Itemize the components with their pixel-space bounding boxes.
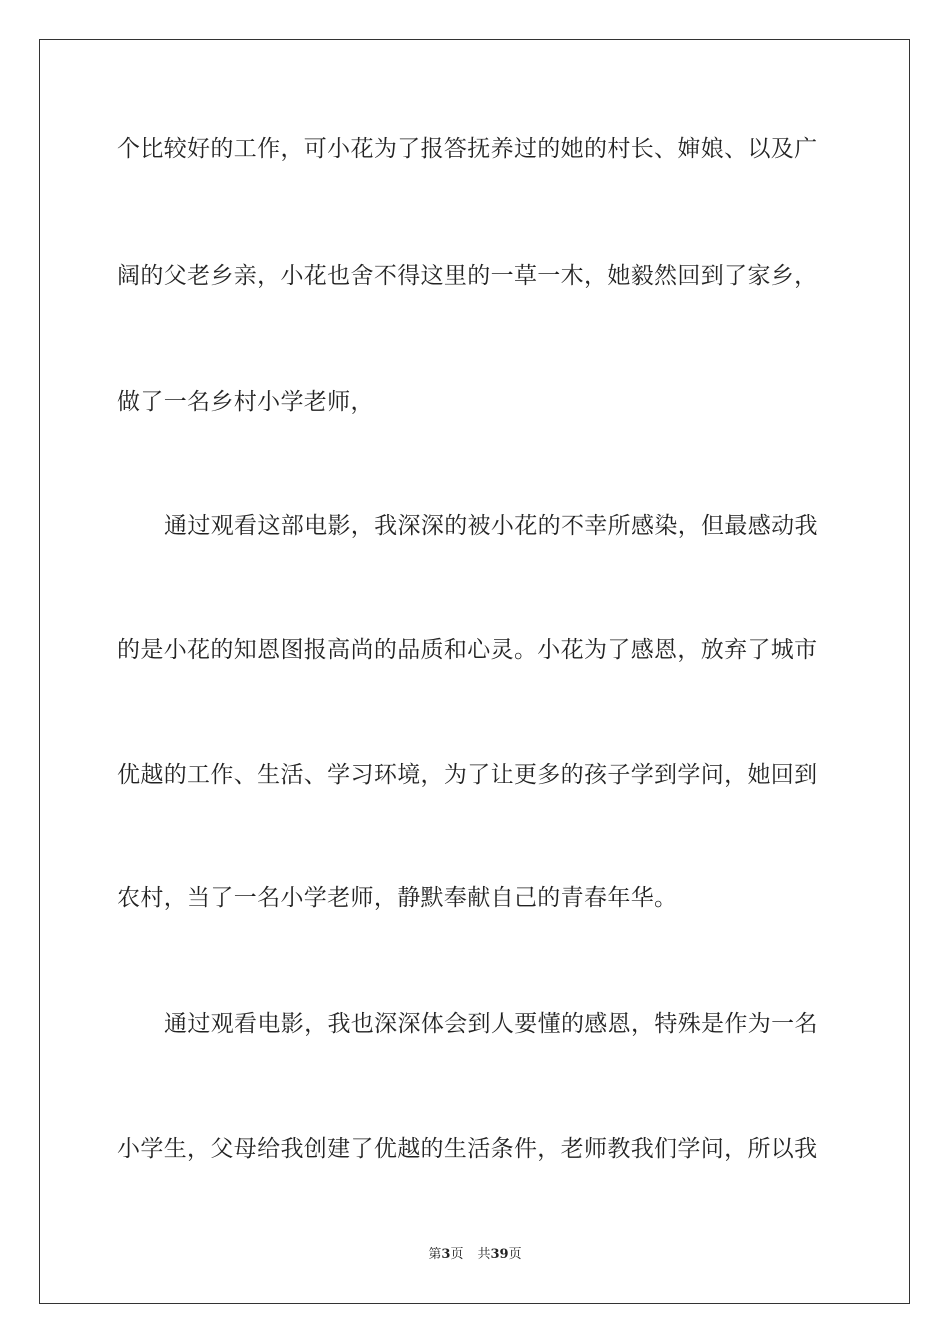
page-border — [39, 39, 910, 1304]
text-line-3: 做了一名乡村小学老师， — [117, 389, 374, 415]
footer-page-prefix: 第 — [428, 1247, 442, 1262]
footer-total-prefix: 共 — [477, 1247, 491, 1262]
text-line-1: 个比较好的工作，可小花为了报答抚养过的她的村长、婶娘、以及广 — [117, 136, 818, 162]
text-line-5: 的是小花的知恩图报高尚的品质和心灵。小花为了感恩，放弃了城市 — [117, 637, 818, 663]
text-line-8: 通过观看电影，我也深深体会到人要懂的感恩，特殊是作为一名 — [164, 1011, 818, 1037]
text-line-6: 优越的工作、生活、学习环境，为了让更多的孩子学到学问，她回到 — [117, 762, 818, 788]
text-line-9: 小学生，父母给我创建了优越的生活条件，老师教我们学问，所以我 — [117, 1136, 818, 1162]
footer-total-suffix: 页 — [508, 1247, 522, 1262]
footer-total-number: 39 — [490, 1247, 509, 1262]
footer-page-number: 3 — [441, 1247, 451, 1262]
text-line-2: 阔的父老乡亲，小花也舍不得这里的一草一木，她毅然回到了家乡， — [117, 263, 818, 289]
footer-page-suffix: 页 — [450, 1247, 464, 1262]
text-line-7: 农村，当了一名小学老师，静默奉献自己的青春年华。 — [117, 885, 678, 911]
page-footer — [0, 1246, 950, 1264]
text-line-4: 通过观看这部电影，我深深的被小花的不幸所感染，但最感动我 — [164, 513, 818, 539]
